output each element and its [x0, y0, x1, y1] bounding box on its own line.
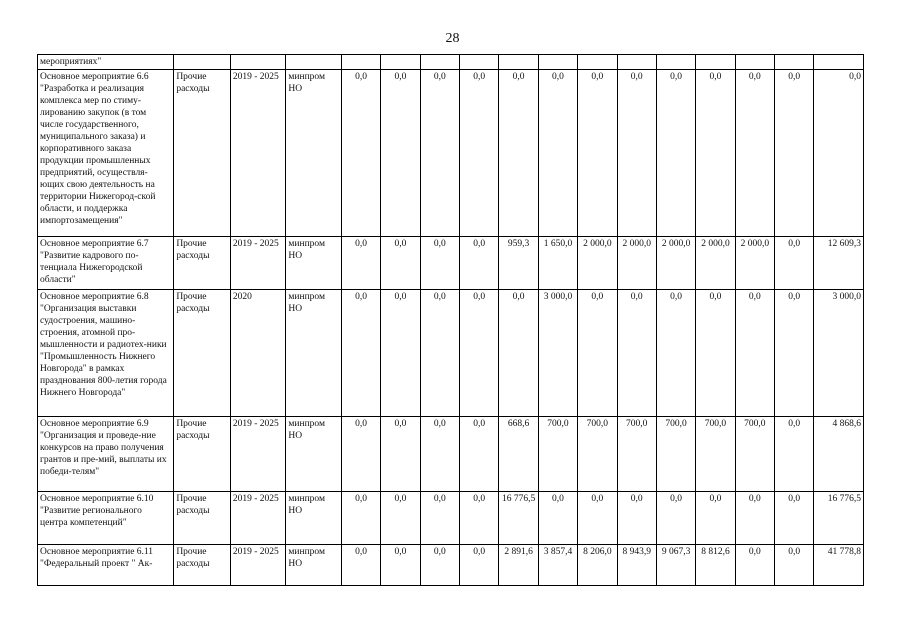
expense-type-cell: Прочие расходы: [174, 237, 231, 290]
year-value-cell: 0,0: [656, 70, 695, 237]
year-value-cell: 0,0: [775, 417, 814, 492]
year-value-cell: 0,0: [420, 545, 459, 586]
year-value-cell: 700,0: [538, 417, 577, 492]
year-value-cell: 0,0: [381, 70, 420, 237]
year-value-cell: [617, 55, 656, 70]
year-value-cell: 0,0: [460, 492, 499, 545]
year-value-cell: 700,0: [617, 417, 656, 492]
year-value-cell: 0,0: [735, 492, 774, 545]
year-value-cell: 16 776,5: [499, 492, 538, 545]
year-value-cell: 0,0: [775, 492, 814, 545]
year-value-cell: [735, 55, 774, 70]
year-value-cell: 700,0: [656, 417, 695, 492]
year-value-cell: 8 812,6: [696, 545, 735, 586]
year-value-cell: 0,0: [775, 70, 814, 237]
table-row: [38, 237, 864, 290]
executor-cell: минпром НО: [286, 237, 342, 290]
year-value-cell: 0,0: [578, 290, 617, 417]
year-value-cell: 2 891,6: [499, 545, 538, 586]
year-value-cell: 700,0: [696, 417, 735, 492]
year-value-cell: 2 000,0: [735, 237, 774, 290]
expense-type-cell: Прочие расходы: [174, 492, 231, 545]
period-cell: 2019 - 2025: [230, 417, 286, 492]
measure-name-cell: Основное мероприятие 6.10 "Развитие регионального центра компетенций": [38, 492, 174, 545]
year-value-cell: [656, 55, 695, 70]
year-value-cell: 0,0: [617, 70, 656, 237]
year-value-cell: 0,0: [341, 237, 380, 290]
year-value-cell: 2 000,0: [696, 237, 735, 290]
year-value-cell: 0,0: [617, 492, 656, 545]
year-value-cell: 0,0: [578, 70, 617, 237]
year-value-cell: 0,0: [420, 70, 459, 237]
year-value-cell: [499, 55, 538, 70]
page-number: 28: [445, 31, 460, 46]
year-value-cell: 0,0: [775, 290, 814, 417]
period-cell: 2020: [230, 290, 286, 417]
year-value-cell: 0,0: [578, 492, 617, 545]
total-cell: 16 776,5: [814, 492, 864, 545]
year-value-cell: 959,3: [499, 237, 538, 290]
year-value-cell: 0,0: [460, 237, 499, 290]
year-value-cell: 0,0: [381, 237, 420, 290]
executor-cell: минпром НО: [286, 70, 342, 237]
year-value-cell: 0,0: [381, 545, 420, 586]
period-cell: [230, 55, 286, 70]
year-value-cell: 0,0: [381, 417, 420, 492]
executor-cell: минпром НО: [286, 545, 342, 586]
year-value-cell: [460, 55, 499, 70]
year-value-cell: [696, 55, 735, 70]
year-value-cell: 8 943,9: [617, 545, 656, 586]
year-value-cell: 700,0: [735, 417, 774, 492]
year-value-cell: 9 067,3: [656, 545, 695, 586]
year-value-cell: 0,0: [696, 492, 735, 545]
year-value-cell: 0,0: [775, 545, 814, 586]
table-row: [38, 492, 864, 545]
year-value-cell: [420, 55, 459, 70]
executor-cell: минпром НО: [286, 290, 342, 417]
year-value-cell: 0,0: [420, 492, 459, 545]
total-cell: 12 609,3: [814, 237, 864, 290]
table-row: [38, 417, 864, 492]
year-value-cell: 0,0: [341, 417, 380, 492]
year-value-cell: 0,0: [341, 492, 380, 545]
expense-type-cell: Прочие расходы: [174, 545, 231, 586]
expense-type-cell: Прочие расходы: [174, 417, 231, 492]
period-cell: 2019 - 2025: [230, 545, 286, 586]
period-cell: 2019 - 2025: [230, 237, 286, 290]
expense-type-cell: Прочие расходы: [174, 70, 231, 237]
year-value-cell: 700,0: [578, 417, 617, 492]
total-cell: 0,0: [814, 70, 864, 237]
year-value-cell: 0,0: [460, 70, 499, 237]
year-value-cell: 0,0: [538, 70, 577, 237]
year-value-cell: 0,0: [460, 290, 499, 417]
measure-name-cell: Основное мероприятие 6.6 "Разработка и реализация комплекса мер по стиму-лированию закупок (в том числе государственного, муниципального заказа) и корпоративного заказа продукции промышленных предприятий, осуществля-ющих свою деятельность на территории Нижегород-ской области, и поддержка импортозамещения": [38, 70, 174, 237]
year-value-cell: 0,0: [696, 290, 735, 417]
table-row: [38, 70, 864, 237]
year-value-cell: 0,0: [381, 290, 420, 417]
total-cell: 4 868,6: [814, 417, 864, 492]
year-value-cell: [578, 55, 617, 70]
year-value-cell: 0,0: [341, 545, 380, 586]
year-value-cell: [341, 55, 380, 70]
year-value-cell: [381, 55, 420, 70]
year-value-cell: 0,0: [735, 545, 774, 586]
year-value-cell: 668,6: [499, 417, 538, 492]
year-value-cell: 0,0: [341, 290, 380, 417]
budget-table: [37, 54, 864, 586]
table-row: [38, 545, 864, 586]
year-value-cell: 0,0: [341, 70, 380, 237]
year-value-cell: 0,0: [420, 417, 459, 492]
year-value-cell: 0,0: [499, 70, 538, 237]
year-value-cell: 0,0: [656, 290, 695, 417]
year-value-cell: 0,0: [656, 492, 695, 545]
executor-cell: минпром НО: [286, 417, 342, 492]
year-value-cell: 0,0: [538, 492, 577, 545]
year-value-cell: 1 650,0: [538, 237, 577, 290]
year-value-cell: 0,0: [420, 237, 459, 290]
year-value-cell: [538, 55, 577, 70]
table-row: [38, 290, 864, 417]
total-cell: 3 000,0: [814, 290, 864, 417]
year-value-cell: 0,0: [696, 70, 735, 237]
year-value-cell: 2 000,0: [656, 237, 695, 290]
measure-name-cell: Основное мероприятие 6.11 "Федеральный проект " Ак-: [38, 545, 174, 586]
executor-cell: минпром НО: [286, 492, 342, 545]
year-value-cell: 0,0: [775, 237, 814, 290]
year-value-cell: 0,0: [460, 545, 499, 586]
year-value-cell: 3 857,4: [538, 545, 577, 586]
year-value-cell: 0,0: [460, 417, 499, 492]
measure-name-cell: мероприятиях": [38, 55, 174, 70]
expense-type-cell: Прочие расходы: [174, 290, 231, 417]
period-cell: 2019 - 2025: [230, 70, 286, 237]
year-value-cell: 2 000,0: [578, 237, 617, 290]
year-value-cell: 0,0: [499, 290, 538, 417]
year-value-cell: 0,0: [420, 290, 459, 417]
period-cell: 2019 - 2025: [230, 492, 286, 545]
year-value-cell: 0,0: [735, 290, 774, 417]
year-value-cell: 0,0: [735, 70, 774, 237]
year-value-cell: 0,0: [617, 290, 656, 417]
year-value-cell: [775, 55, 814, 70]
measure-name-cell: Основное мероприятие 6.7 "Развитие кадрового по-тенциала Нижегородской области": [38, 237, 174, 290]
measure-name-cell: Основное мероприятие 6.9 "Организация и проведе-ние конкурсов на право получения грантов и пре-мий, выплаты их победи-телям": [38, 417, 174, 492]
year-value-cell: 3 000,0: [538, 290, 577, 417]
table-row: [38, 55, 864, 70]
executor-cell: [286, 55, 342, 70]
year-value-cell: 2 000,0: [617, 237, 656, 290]
measure-name-cell: Основное мероприятие 6.8 "Организация выставки судостроения, машино-строения, атомной про-мышленности и радиотех-ники "Промышленность Нижнего Новгорода" в рамках празднования 800-летия города Нижнего Новгорода": [38, 290, 174, 417]
year-value-cell: 0,0: [381, 492, 420, 545]
total-cell: [814, 55, 864, 70]
year-value-cell: 8 206,0: [578, 545, 617, 586]
expense-type-cell: [174, 55, 231, 70]
total-cell: 41 778,8: [814, 545, 864, 586]
